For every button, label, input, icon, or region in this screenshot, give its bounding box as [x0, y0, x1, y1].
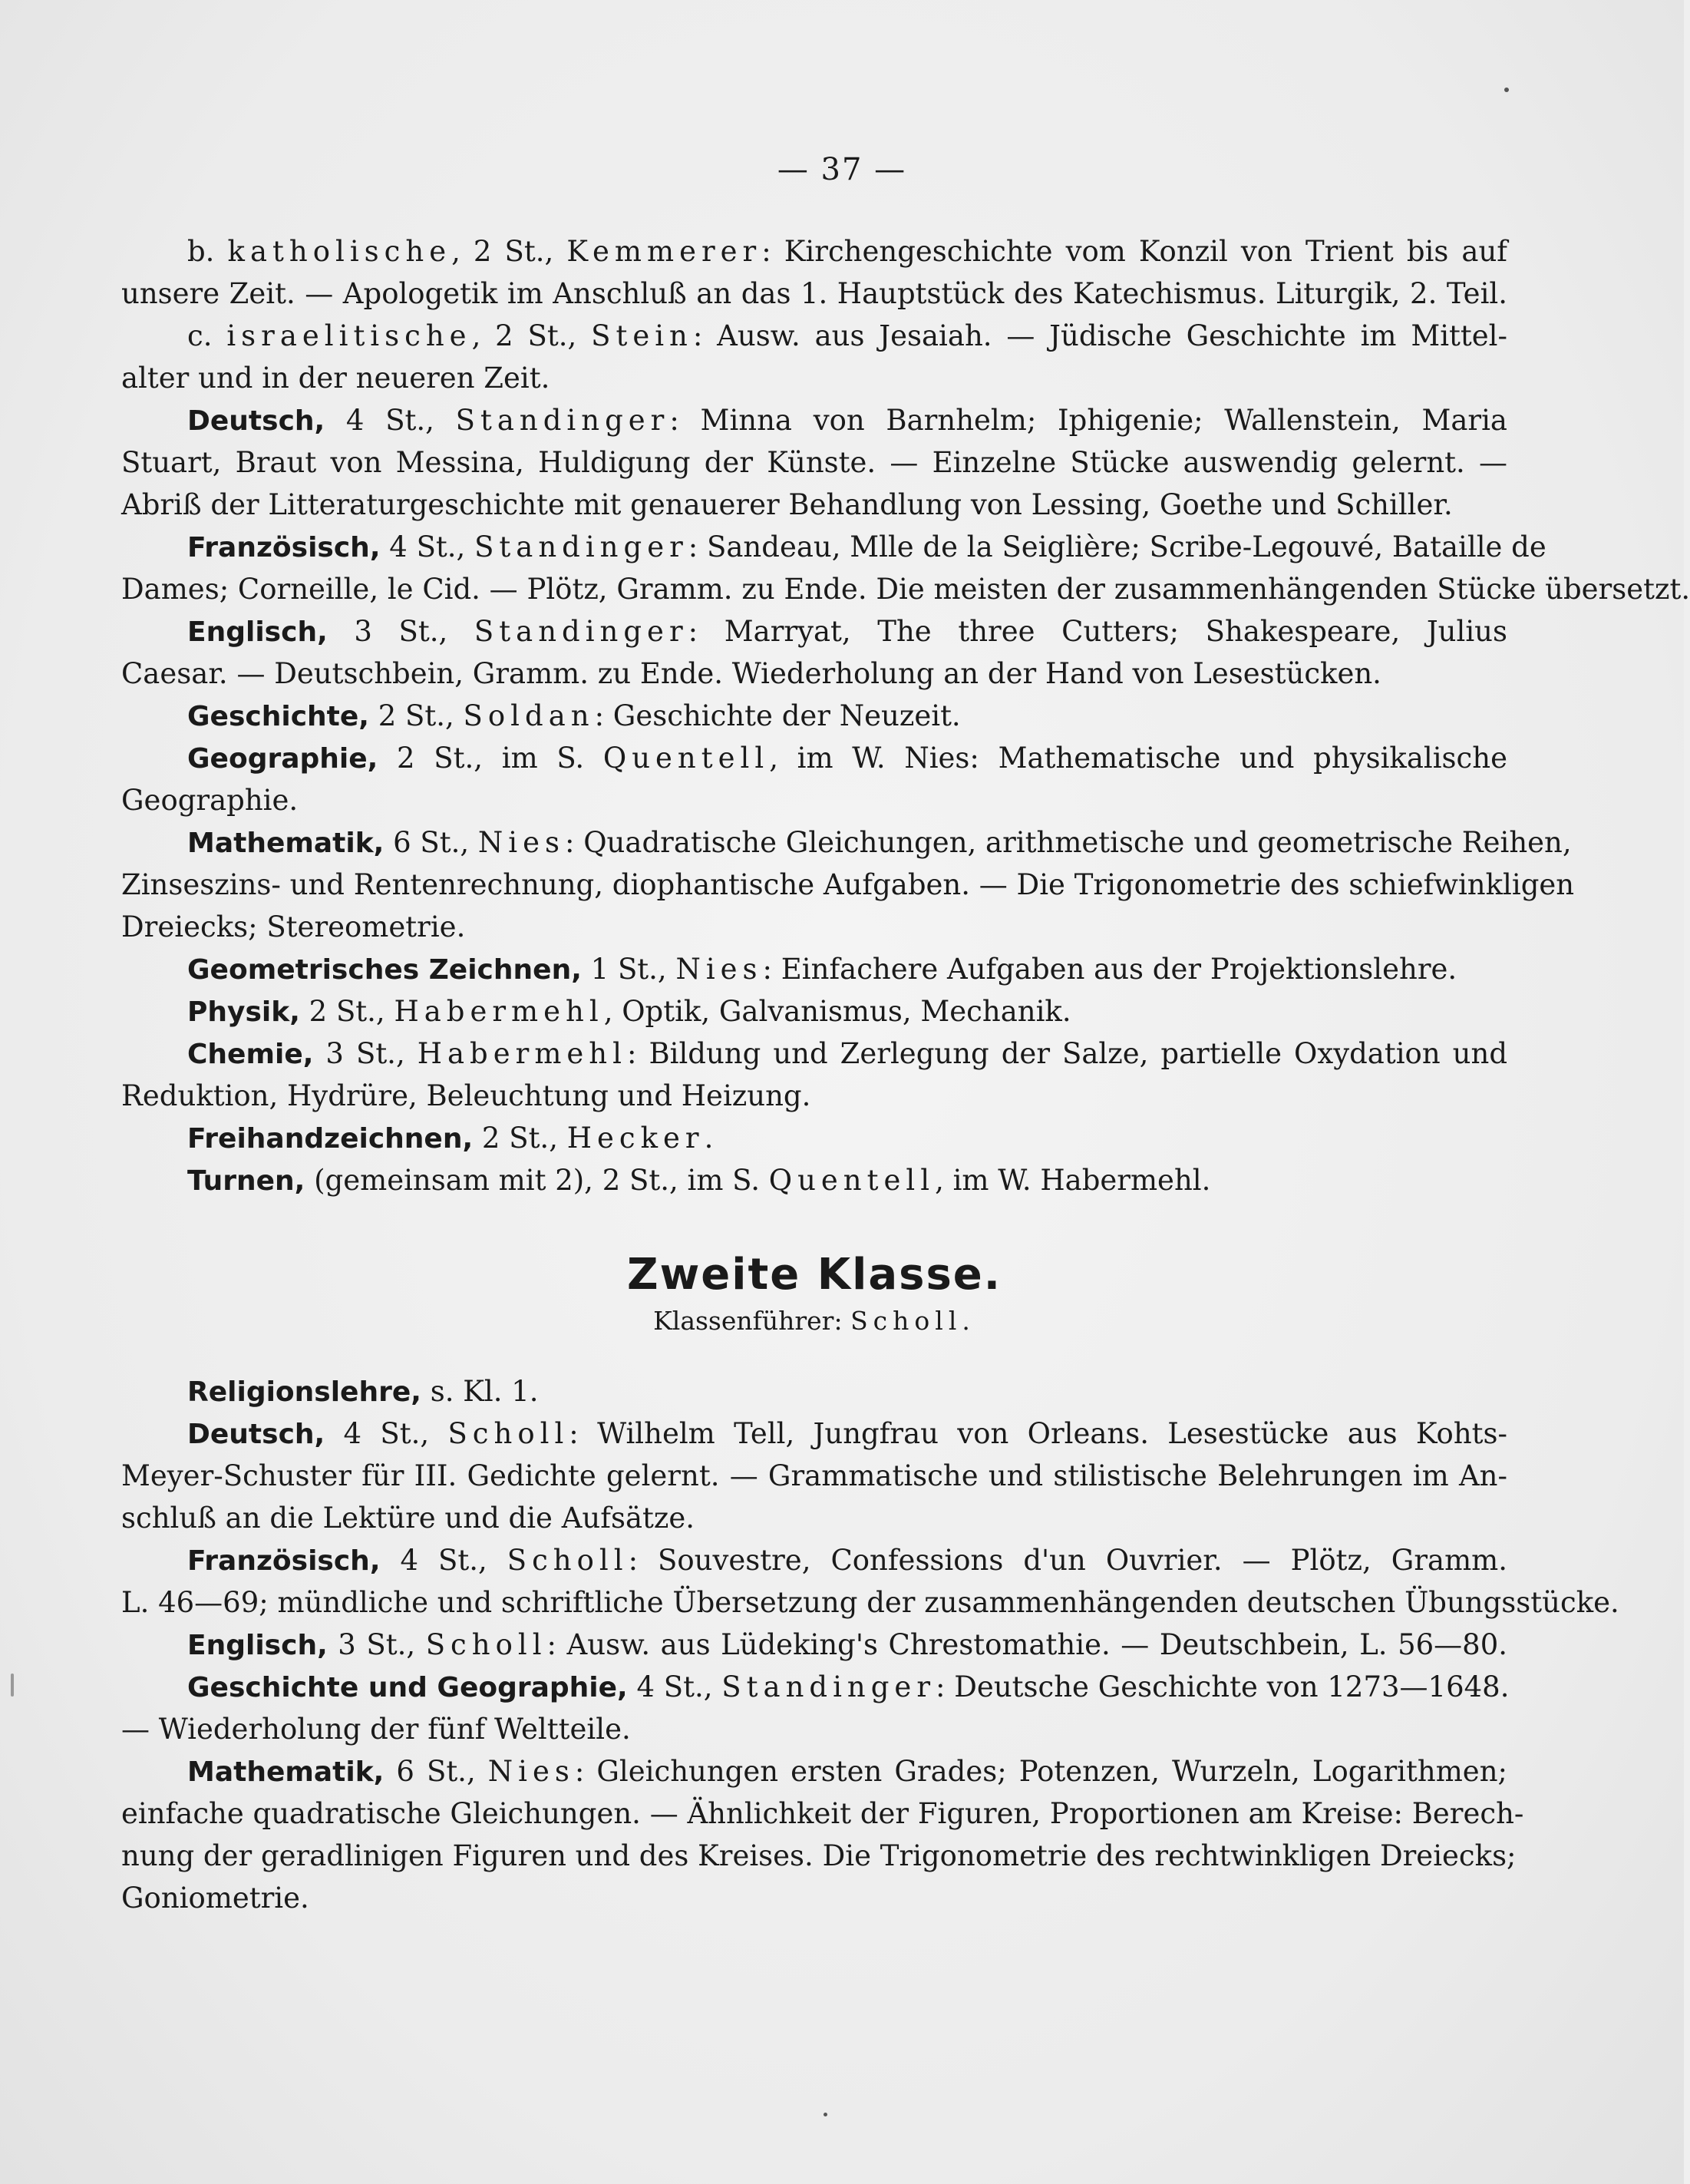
subject-line: [121, 737, 1507, 779]
text-line: Goniometrie.: [121, 1882, 309, 1915]
teacher-name: Standinger: [474, 530, 688, 563]
text-line: schluß an die Lektüre und die Aufsätze.: [121, 1502, 695, 1535]
subject-hours: 3 St.,: [327, 615, 474, 648]
subject-line: [121, 399, 1507, 441]
scan-speck: [1504, 88, 1509, 92]
subject-content: .: [704, 1122, 714, 1155]
subject-content: , Optik, Galvanismus, Mechanik.: [603, 995, 1071, 1028]
subject-line: [121, 948, 1507, 990]
text-line: Abriß der Litteraturgeschichte mit genauerer Behandlung von Lessing, Goethe und Schiller.: [121, 488, 1453, 521]
subject-name: Französisch,: [187, 532, 381, 563]
subject-content: : Sandeau, Mlle de la Seiglière; Scribe-Legouvé, Bataille de: [688, 530, 1546, 563]
subject-content: : Einfachere Aufgaben aus der Projektionslehre.: [762, 953, 1457, 986]
class-leader-line: [121, 1303, 1507, 1340]
text-line: nung der geradlinigen Figuren und des Kreises. Die Trigonometrie des rechtwinkligen Dreiecks;: [121, 1839, 1517, 1872]
subject-name: Geschichte,: [187, 701, 369, 732]
line-segment: c.: [187, 319, 227, 352]
teacher-name: Quentell: [768, 1164, 936, 1197]
line-segment: : Ausw. aus Jesaiah. — Jüdische Geschichte im Mittel-: [692, 319, 1508, 352]
scan-speck: [824, 2113, 827, 2116]
subject-line: [121, 1666, 1510, 1708]
subject-hours: 6 St.,: [384, 826, 478, 859]
subject-name: Freihandzeichnen,: [187, 1123, 474, 1155]
subject-content: : Bildung und Zerlegung der Salze, partielle Oxydation und: [626, 1037, 1508, 1070]
subject-line: [121, 1412, 1507, 1455]
subject-hours: 6 St.,: [384, 1755, 488, 1788]
subject-line: [121, 1117, 1507, 1159]
subject-name: Chemie,: [187, 1039, 314, 1070]
subject-content: : Gleichungen ersten Grades; Potenzen, Wurzeln, Logarithmen;: [574, 1755, 1507, 1788]
text-line: — Wiederholung der fünf Weltteile.: [121, 1713, 631, 1746]
teacher-name: Kemmerer: [566, 235, 762, 268]
subject-name: Deutsch,: [187, 405, 325, 437]
subject-hours: 2 St.,: [299, 995, 394, 1028]
subject-line: [121, 821, 1572, 864]
line-segment: : Kirchengeschichte vom Konzil von Trient bis auf: [761, 235, 1508, 268]
text-line: Zinseszins- und Rentenrechnung, diophantische Aufgaben. — Die Trigonometrie des schiefwinkligen: [121, 868, 1575, 901]
subject-line: [121, 610, 1507, 653]
line-segment: katholische: [227, 235, 452, 268]
subject-name: Physik,: [187, 996, 300, 1028]
subject-content: : Deutsche Geschichte von 1273—1648.: [936, 1670, 1510, 1703]
subject-hours: 2 St.,: [368, 699, 464, 732]
text-line: Geographie.: [121, 784, 299, 817]
subject-name: Religionslehre,: [187, 1376, 421, 1408]
subject-hours: 2 St., im S.: [378, 742, 603, 775]
subject-name: Geschichte und Geographie,: [187, 1672, 628, 1703]
text-line: Dreiecks; Stereometrie.: [121, 910, 466, 943]
teacher-name: Habermehl: [394, 995, 604, 1028]
teacher-name: Habermehl: [417, 1037, 627, 1070]
teacher-name: Scholl: [425, 1628, 547, 1661]
subject-content: , im W. Nies: Mathematische und physikalische: [769, 742, 1507, 775]
subject-hours: 4 St.,: [380, 1544, 507, 1577]
first-class-subjects: [121, 399, 1690, 1201]
subject-hours: 3 St.,: [327, 1628, 426, 1661]
religion-line: [121, 230, 1507, 273]
class-leader-name: Scholl.: [850, 1306, 975, 1336]
subject-line: [121, 1750, 1507, 1792]
subject-name: Turnen,: [187, 1165, 305, 1197]
text-line: Caesar. — Deutschbein, Gramm. zu Ende. Wiederholung an der Hand von Lesestücken.: [121, 657, 1381, 690]
teacher-name: Scholl: [447, 1417, 569, 1450]
text-line: L. 46—69; mündliche und schriftliche Übersetzung der zusammenhängenden deutschen Übungsstücke.: [121, 1586, 1619, 1619]
subject-name: Geometrisches Zeichnen,: [187, 954, 582, 986]
subject-hours: 2 St.,: [473, 1122, 567, 1155]
line-segment: b.: [187, 235, 228, 268]
subject-name: Mathematik,: [187, 828, 385, 859]
subject-name: Deutsch,: [187, 1419, 325, 1450]
section-heading: Zweite Klasse.: [626, 1250, 1002, 1300]
text-line: unsere Zeit. — Apologetik im Anschluß an das 1. Hauptstück des Katechismus. Liturgik, 2. Teil.: [121, 277, 1507, 310]
subject-line: [121, 1159, 1507, 1201]
page-number: — 37 —: [777, 152, 907, 187]
subject-content: , im W. Habermehl.: [935, 1164, 1211, 1197]
subject-content: : Quadratische Gleichungen, arithmetische und geometrische Reihen,: [565, 826, 1572, 859]
second-class-subjects: [121, 1370, 1619, 1919]
subject-name: Englisch,: [187, 616, 328, 648]
subject-hours: 3 St.,: [313, 1037, 418, 1070]
teacher-name: Standinger: [721, 1670, 936, 1703]
religion-continued-block: [121, 230, 1507, 399]
subject-name: Englisch,: [187, 1630, 328, 1661]
teacher-name: Nies: [675, 953, 763, 986]
subject-line: [121, 1624, 1507, 1666]
subject-hours: s. Kl. 1.: [421, 1375, 539, 1408]
teacher-name: Soldan: [463, 699, 595, 732]
teacher-name: Stein: [591, 319, 693, 352]
subject-content: : Marryat, The three Cutters; Shakespeare, Julius: [688, 615, 1507, 648]
text-line: Reduktion, Hydrüre, Beleuchtung und Heizung.: [121, 1079, 811, 1112]
subject-name: Französisch,: [187, 1545, 381, 1577]
text-line: einfache quadratische Gleichungen. — Ähnlichkeit der Figuren, Proportionen am Kreise: Berech-: [121, 1797, 1524, 1830]
teacher-name: Nies: [487, 1755, 575, 1788]
subject-content: : Wilhelm Tell, Jungfrau von Orleans. Lesestücke aus Kohts-: [569, 1417, 1508, 1450]
teacher-name: Standinger: [455, 404, 670, 437]
subject-line: [121, 990, 1507, 1033]
scan-speck: [11, 1674, 14, 1697]
line-segment: , 2 St.,: [451, 235, 567, 268]
subject-line: [121, 1033, 1507, 1075]
subject-name: Geographie,: [187, 743, 378, 775]
subject-content: : Geschichte der Neuzeit.: [594, 699, 961, 732]
religion-line: [121, 315, 1507, 357]
subject-line: [121, 695, 1507, 737]
subject-content: : Minna von Barnhelm; Iphigenie; Wallenstein, Maria: [669, 404, 1507, 437]
line-segment: , 2 St.,: [471, 319, 592, 352]
subject-hours: 1 St.,: [581, 953, 676, 986]
subject-line: [121, 1370, 1507, 1412]
subject-hours: 4 St.,: [627, 1670, 722, 1703]
teacher-name: Standinger: [474, 615, 688, 648]
text-line: Meyer-Schuster für III. Gedichte gelernt. — Grammatische und stilistische Belehrungen im An-: [121, 1459, 1507, 1492]
text-line: alter und in der neueren Zeit.: [121, 362, 550, 395]
subject-line: [121, 526, 1546, 568]
line-segment: israelitische: [226, 319, 472, 352]
class-leader-label: Klassenführer:: [653, 1306, 843, 1336]
subject-line: [121, 1539, 1507, 1581]
page-body: [121, 230, 1690, 1919]
text-line: Dames; Corneille, le Cid. — Plötz, Gramm. zu Ende. Die meisten der zusammenhängenden Stücke übersetzt.: [121, 573, 1690, 606]
teacher-name: Nies: [477, 826, 565, 859]
subject-name: Mathematik,: [187, 1756, 385, 1788]
text-line: Stuart, Braut von Messina, Huldigung der Künste. — Einzelne Stücke auswendig gelernt. —: [121, 446, 1507, 479]
subject-hours: 4 St.,: [325, 404, 456, 437]
subject-hours: (gemeinsam mit 2), 2 St., im S.: [305, 1164, 769, 1197]
subject-hours: 4 St.,: [325, 1417, 448, 1450]
teacher-name: Hecker: [566, 1122, 705, 1155]
subject-hours: 4 St.,: [380, 530, 475, 563]
teacher-name: Quentell: [602, 742, 770, 775]
subject-content: : Souvestre, Confessions d'un Ouvrier. — Plötz, Gramm.: [628, 1544, 1507, 1577]
subject-content: : Ausw. aus Lüdeking's Chrestomathie. — Deutschbein, L. 56—80.: [546, 1628, 1508, 1661]
teacher-name: Scholl: [507, 1544, 629, 1577]
